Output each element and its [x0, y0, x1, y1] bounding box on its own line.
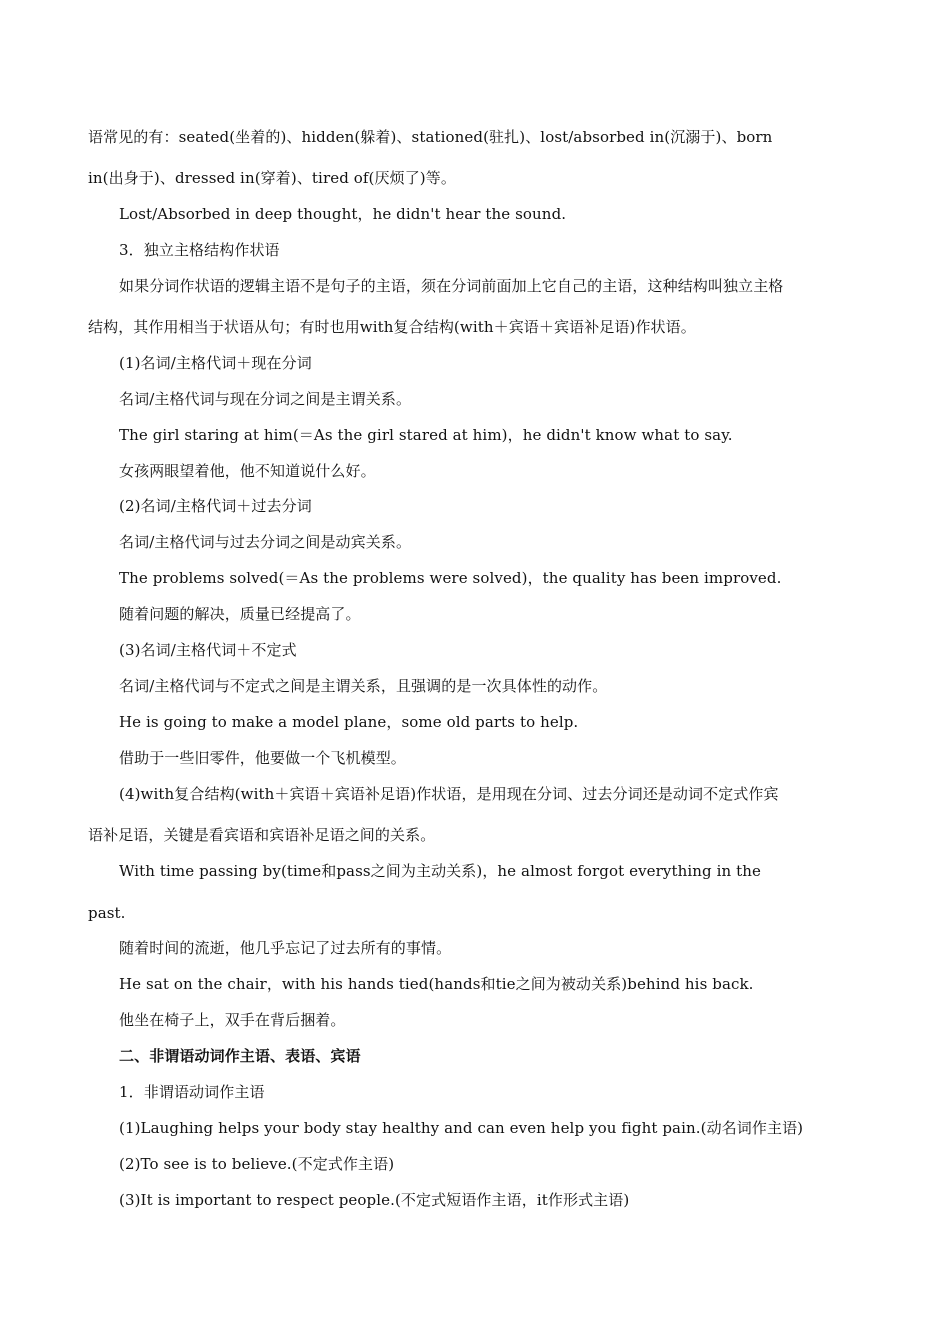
- subsection-heading: (4)with复合结构(with＋宾语＋宾语补足语)作状语，是用现在分词、过去分词还是动词不定式作宾: [119, 785, 779, 803]
- example-sentence: He sat on the chair，with his hands tied(hands和tie之间为被动关系)behind his back.: [119, 975, 754, 993]
- text-line: 语补足语，关键是看宾语和宾语补足语之间的关系。: [88, 826, 436, 844]
- text-line: in(出身于)、dressed in(穿着)、tired of(厌烦了)等。: [88, 169, 456, 187]
- subsection-heading: (1)名词/主格代词＋现在分词: [119, 354, 312, 372]
- translation-line: 借助于一些旧零件，他要做一个飞机模型。: [119, 749, 406, 767]
- text-line: 如果分词作状语的逻辑主语不是句子的主语，须在分词前面加上它自己的主语，这种结构叫独立主格: [119, 277, 784, 295]
- section-heading: 3．独立主格结构作状语: [119, 241, 280, 259]
- example-sentence: With time passing by(time和pass之间为主动关系)，he almost forgot everything in the: [119, 862, 761, 880]
- chapter-heading: 二、非谓语动词作主语、表语、宾语: [119, 1047, 361, 1065]
- example-sentence: He is going to make a model plane，some old parts to help.: [119, 713, 579, 731]
- translation-line: 女孩两眼望着他，他不知道说什么好。: [119, 462, 376, 480]
- translation-line: 他坐在椅子上，双手在背后捆着。: [119, 1011, 346, 1029]
- example-sentence: (2)To see is to believe.(不定式作主语): [119, 1155, 395, 1173]
- text-line: 名词/主格代词与现在分词之间是主谓关系。: [119, 390, 412, 408]
- example-sentence: (3)It is important to respect people.(不定式短语作主语，it作形式主语): [119, 1191, 630, 1209]
- text-line: 名词/主格代词与过去分词之间是动宾关系。: [119, 533, 412, 551]
- text-line: Lost/Absorbed in deep thought，he didn't hear the sound.: [119, 205, 567, 223]
- translation-line: 随着问题的解决，质量已经提高了。: [119, 605, 361, 623]
- example-sentence: (1)Laughing helps your body stay healthy and can even help you fight pain.(动名词作主语): [119, 1119, 804, 1137]
- example-sentence-continued: past.: [88, 904, 126, 922]
- example-sentence: The girl staring at him(＝As the girl stared at him)，he didn't know what to say.: [119, 426, 733, 444]
- section-heading: 1．非谓语动词作主语: [119, 1083, 265, 1101]
- text-line: 名词/主格代词与不定式之间是主谓关系，且强调的是一次具体性的动作。: [119, 677, 608, 695]
- subsection-heading: (2)名词/主格代词＋过去分词: [119, 497, 312, 515]
- translation-line: 随着时间的流逝，他几乎忘记了过去所有的事情。: [119, 939, 452, 957]
- example-sentence: The problems solved(＝As the problems were solved)，the quality has been improved.: [119, 569, 782, 587]
- text-line: 语常见的有：seated(坐着的)、hidden(躲着)、stationed(驻扎)、lost/absorbed in(沉溺于)、born: [88, 128, 773, 146]
- subsection-heading: (3)名词/主格代词＋不定式: [119, 641, 297, 659]
- text-line: 结构，其作用相当于状语从句；有时也用with复合结构(with＋宾语＋宾语补足语)作状语。: [88, 318, 696, 336]
